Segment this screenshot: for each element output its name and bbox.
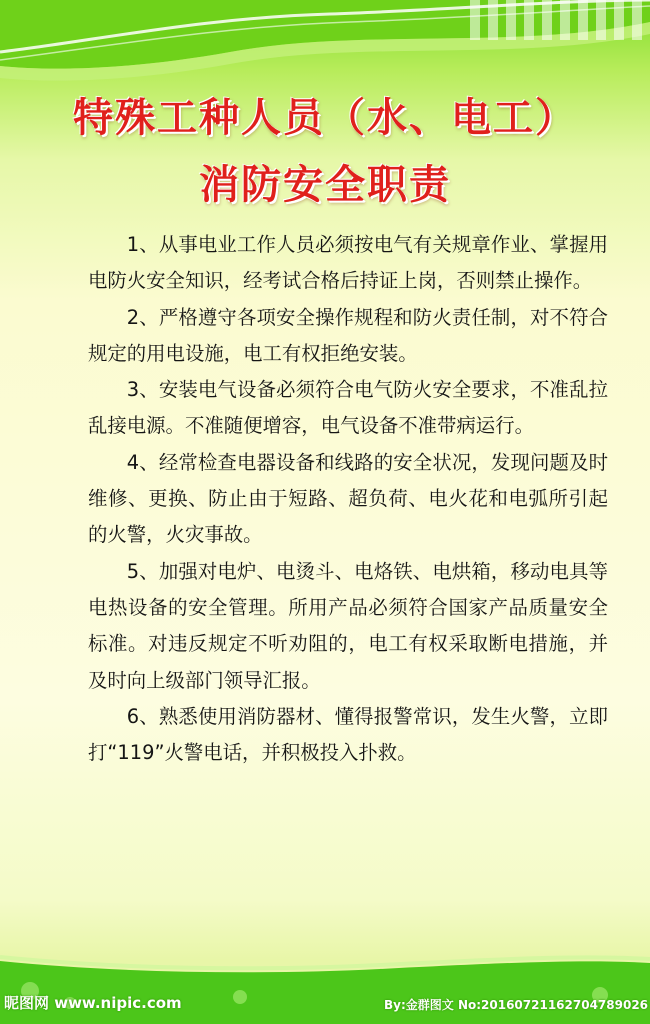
duty-item-3: 3、安装电气设备必须符合电气防火安全要求，不准乱拉乱接电源。不准随便增容，电气设备不准带病运行。 xyxy=(88,378,608,438)
title-line-1: 特殊工种人员（水、电工） xyxy=(73,95,577,141)
title-line-2: 消防安全职责 xyxy=(199,162,451,208)
watermark-id: By:金群图文 No:20160721162704789026 xyxy=(384,998,649,1012)
duty-list xyxy=(88,227,608,771)
bottom-band-decoration xyxy=(0,955,650,1024)
duty-item-1: 1、从事电业工作人员必须按电气有关规章作业、掌握用电防火安全知识，经考试合格后持证上岗，否则禁止操作。 xyxy=(88,233,608,293)
duty-item-2: 2、严格遵守各项安全操作规程和防火责任制，对不符合规定的用电设施，电工有权拒绝安装。 xyxy=(88,305,608,365)
duty-item-6: 6、熟悉使用消防器材、懂得报警常识，发生火警，立即打“119”火警电话，并积极投入扑救。 xyxy=(88,704,608,765)
duty-item-5: 5、加强对电炉、电烫斗、电烙铁、电烘箱，移动电具等电热设备的安全管理。所用产品必须符合国家产品质量安全标准。对违反规定不听劝阻的，电工有权采取断电措施，并及时向上级部门领导汇报。 xyxy=(88,559,608,692)
watermark-site: 昵图网 www.nipic.com xyxy=(4,994,182,1012)
duty-item-4: 4、经常检查电器设备和线路的安全状况，发现问题及时维修、更换、防止由于短路、超负荷、电火花和电弧所引起的火警，火灾事故。 xyxy=(88,450,608,547)
